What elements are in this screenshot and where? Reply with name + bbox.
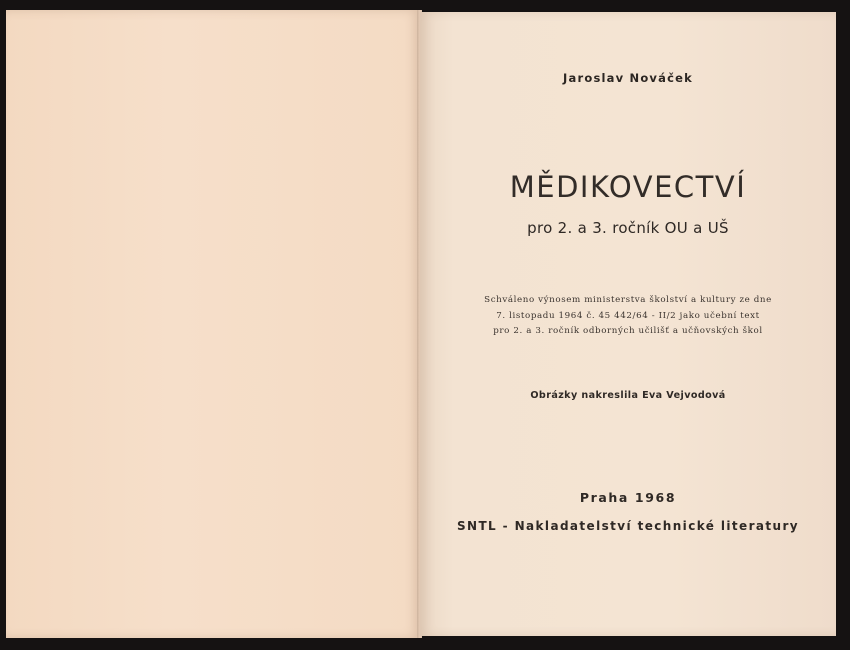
approval-line: Schváleno výnosem ministerstva školství a kultury ze dne: [484, 295, 772, 305]
book-subtitle: pro 2. a 3. ročník OU a UŠ: [527, 219, 729, 237]
left-page-blank: [6, 10, 420, 638]
publication-place-year: Praha 1968: [579, 490, 677, 505]
illustrator-credit: Obrázky nakreslila Eva Vejvodová: [530, 390, 726, 401]
book-title: MĚDIKOVECTVÍ: [509, 170, 747, 204]
publisher-name: SNTL - Nakladatelství technické literatury: [456, 519, 800, 533]
approval-notice: [420, 293, 836, 340]
author-name: Jaroslav Nováček: [563, 71, 693, 85]
approval-line: 7. listopadu 1964 č. 45 442/64 - II/2 jako učební text: [496, 310, 760, 321]
approval-line: pro 2. a 3. ročník odborných učilišť a učňovských škol: [493, 326, 763, 336]
